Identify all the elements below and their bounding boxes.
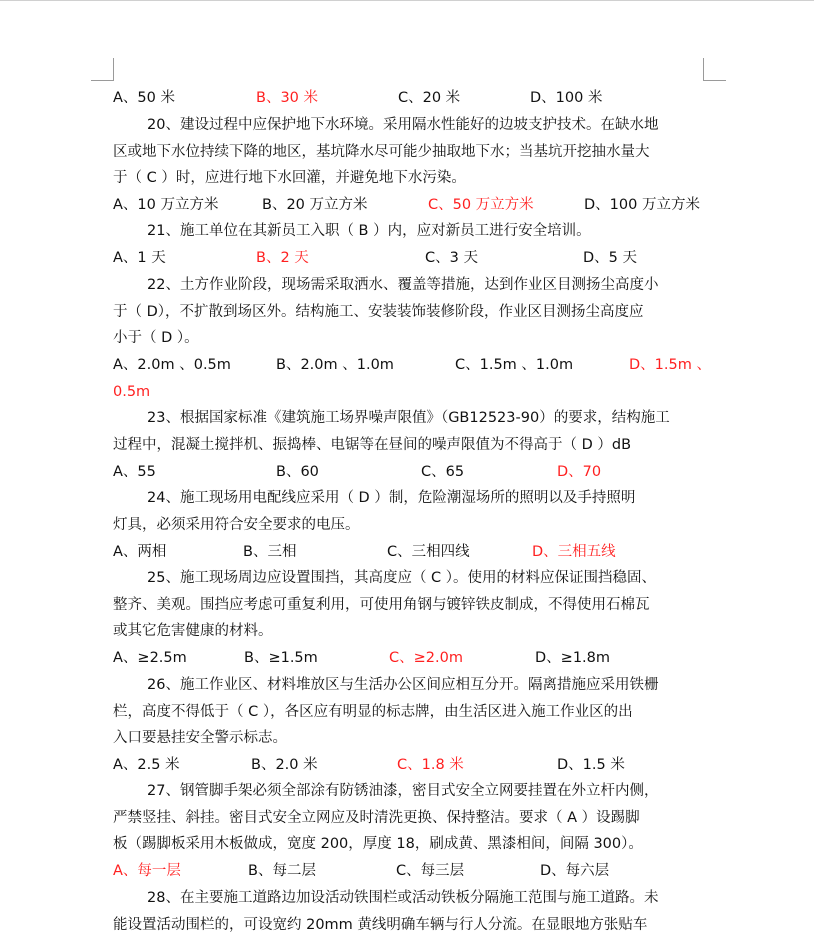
option-b: B、2.0 米 [251, 757, 318, 773]
question-text: 21、施工单位在其新员工入职（ B ）内，应对新员工进行安全培训。 [147, 223, 591, 239]
option-d: D、1.5m 、 [629, 357, 711, 373]
question-text-line: 栏，高度不得低于（ C ），各区应有明显的标志牌，由生活区进入施工作业区的出 [113, 703, 633, 720]
option-a: A、≥2.5m [113, 650, 187, 666]
question-text-line: 能设置活动围栏的，可设宽约 20mm 黄线明确车辆与行人分流。在显眼地方张贴车 [113, 916, 648, 933]
question-text: 22、土方作业阶段，现场需采取洒水、覆盖等措施，达到作业区目测扬尘高度小 [147, 277, 659, 293]
question-text: 25、施工现场周边应设置围挡，其高度应（ C ）。使用的材料应保证围挡稳固、 [147, 570, 657, 586]
option-d: D、70 [557, 464, 602, 480]
option-a: A、55 [113, 464, 156, 480]
question-text: 26、施工作业区、材料堆放区与生活办公区间应相互分开。隔离措施应采用铁栅 [147, 677, 659, 693]
question-text: 23、根据国家标准《建筑施工场界噪声限值》（GB12523-90）的要求，结构施工 [147, 410, 670, 426]
option-c: C、≥2.0m [389, 650, 463, 666]
question-text-line: 过程中，混凝土搅拌机、振捣棒、电锯等在昼间的噪声限值为不得高于（ D ）dB [113, 436, 632, 453]
option-a: A、2.0m 、0.5m [113, 357, 231, 373]
question-text: 27、钢管脚手架必须全部涂有防锈油漆，密目式安全立网要挂置在外立杆内侧， [147, 783, 659, 799]
option-d: D、100 米 [530, 90, 603, 106]
question-text-line: 入口要悬挂安全警示标志。 [113, 730, 287, 747]
option-a: A、10 万立方米 [113, 197, 219, 213]
option-a: A、每一层 [113, 863, 181, 879]
option-a: A、两相 [113, 544, 167, 560]
option-c: C、三相四线 [387, 544, 470, 560]
option-b: B、三相 [243, 544, 297, 560]
option-c: C、65 [421, 464, 465, 480]
option-b: B、2.0m 、1.0m [276, 357, 394, 373]
option-d: D、三相五线 [532, 544, 616, 560]
option-b: B、每二层 [248, 863, 316, 879]
option-d: D、≥1.8m [535, 650, 610, 666]
question-text-line: 或其它危害健康的材料。 [113, 623, 273, 640]
question-text: 20、建设过程中应保护地下水环境。采用隔水性能好的边坡支护技术。在缺水地 [147, 117, 659, 133]
option-c: C、3 天 [425, 250, 478, 266]
option-d: D、1.5 米 [557, 757, 625, 773]
option-b: B、60 [276, 464, 319, 480]
question-text-line: 板（踢脚板采用木板做成，宽度 200，厚度 18，刷成黄、黑漆相间，间隔 300）。 [113, 836, 643, 853]
question-text-line: 于（ C ）时，应进行地下水回灌，并避免地下水污染。 [113, 170, 466, 187]
option-b: B、20 万立方米 [262, 197, 368, 213]
question-text: 24、施工现场用电配线应采用（ D ）制，危险潮湿场所的照明以及手持照明 [147, 490, 636, 506]
option-c: C、每三层 [396, 863, 465, 879]
option-d: D、100 万立方米 [584, 197, 700, 213]
question-text: 28、在主要施工道路边加设活动铁围栏或活动铁板分隔施工范围与施工道路。未 [147, 890, 659, 906]
option-d: D、5 天 [583, 250, 637, 266]
option-b: B、30 米 [256, 90, 319, 106]
option-c: C、1.5m 、1.0m [455, 357, 574, 373]
option-a: A、2.5 米 [113, 757, 180, 773]
question-text-line: 灯具，必须采用符合安全要求的电压。 [113, 516, 360, 533]
option-b: B、≥1.5m [244, 650, 318, 666]
question-text-line: 小于（ D ）。 [113, 330, 199, 347]
option-c: C、20 米 [398, 90, 461, 106]
question-text: 0.5m [113, 384, 151, 400]
option-d: D、每六层 [540, 863, 610, 879]
option-a: A、1 天 [113, 250, 166, 266]
option-b: B、2 天 [256, 250, 309, 266]
option-a: A、50 米 [113, 90, 175, 106]
option-c: C、1.8 米 [397, 757, 464, 773]
question-text-line: 区或地下水位持续下降的地区，基坑降水尽可能少抽取地下水；当基坑开挖抽水量大 [113, 143, 650, 160]
question-text-line: 于（ D），不扩散到场区外。结构施工、安装装饰装修阶段，作业区目测扬尘高度应 [113, 303, 644, 320]
question-text-line: 严禁竖挂、斜挂。密目式安全立网应及时清洗更换、保持整洁。要求（ A ）设踢脚 [113, 809, 640, 826]
option-c: C、50 万立方米 [428, 197, 534, 213]
question-text-line: 整齐、美观。围挡应考虑可重复利用，可使用角钢与镀锌铁皮制成，不得使用石棉瓦 [113, 596, 650, 613]
